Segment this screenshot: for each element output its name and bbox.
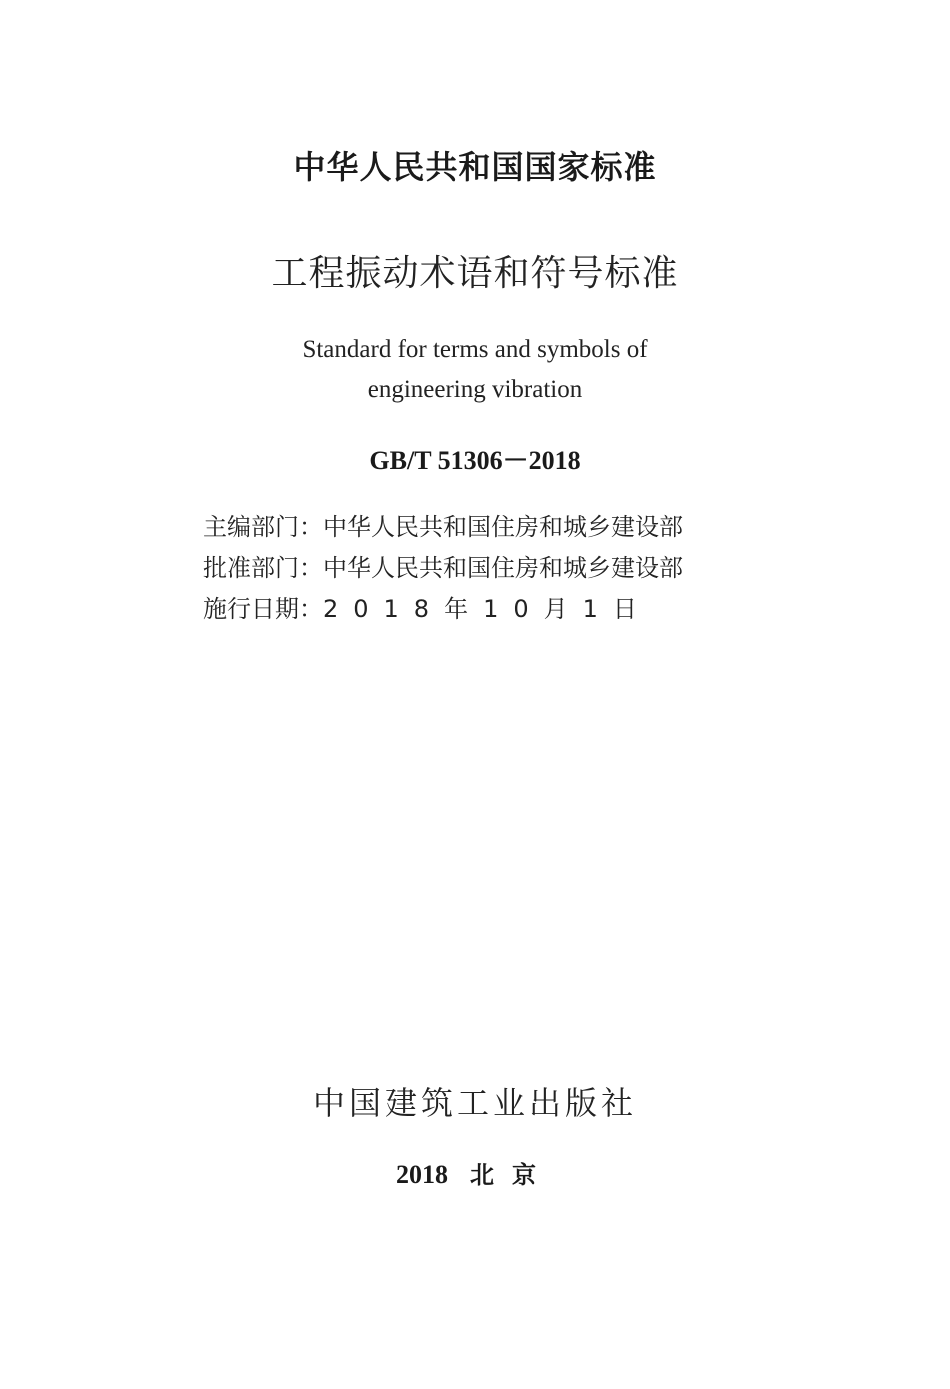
imprint-year: 2018 bbox=[396, 1160, 448, 1189]
national-standard-heading: 中华人民共和国国家标准 bbox=[293, 148, 657, 186]
editor-row bbox=[203, 507, 683, 548]
english-title-line-2: engineering vibration bbox=[367, 376, 583, 403]
standard-code: GB/T 51306－2018 bbox=[369, 446, 581, 475]
effective-date-label: 施行日期： bbox=[203, 595, 323, 623]
editor-label: 主编部门： bbox=[203, 513, 323, 541]
imprint-line bbox=[0, 1155, 950, 1190]
document-title-chinese: 工程振动术语和符号标准 bbox=[271, 253, 679, 294]
effective-date-row bbox=[203, 589, 683, 630]
approver-label: 批准部门： bbox=[203, 554, 323, 582]
document-title-english bbox=[0, 330, 950, 410]
publication-info bbox=[203, 507, 683, 630]
approver-row bbox=[203, 548, 683, 589]
imprint-city: 北京 bbox=[470, 1161, 554, 1189]
approver-value: 中华人民共和国住房和城乡建设部 bbox=[323, 554, 683, 582]
effective-date-value: 2018年10月1日 bbox=[323, 595, 652, 623]
editor-value: 中华人民共和国住房和城乡建设部 bbox=[323, 513, 683, 541]
publisher-name: 中国建筑工业出版社 bbox=[312, 1084, 637, 1122]
english-title-line-1: Standard for terms and symbols of bbox=[302, 336, 648, 363]
